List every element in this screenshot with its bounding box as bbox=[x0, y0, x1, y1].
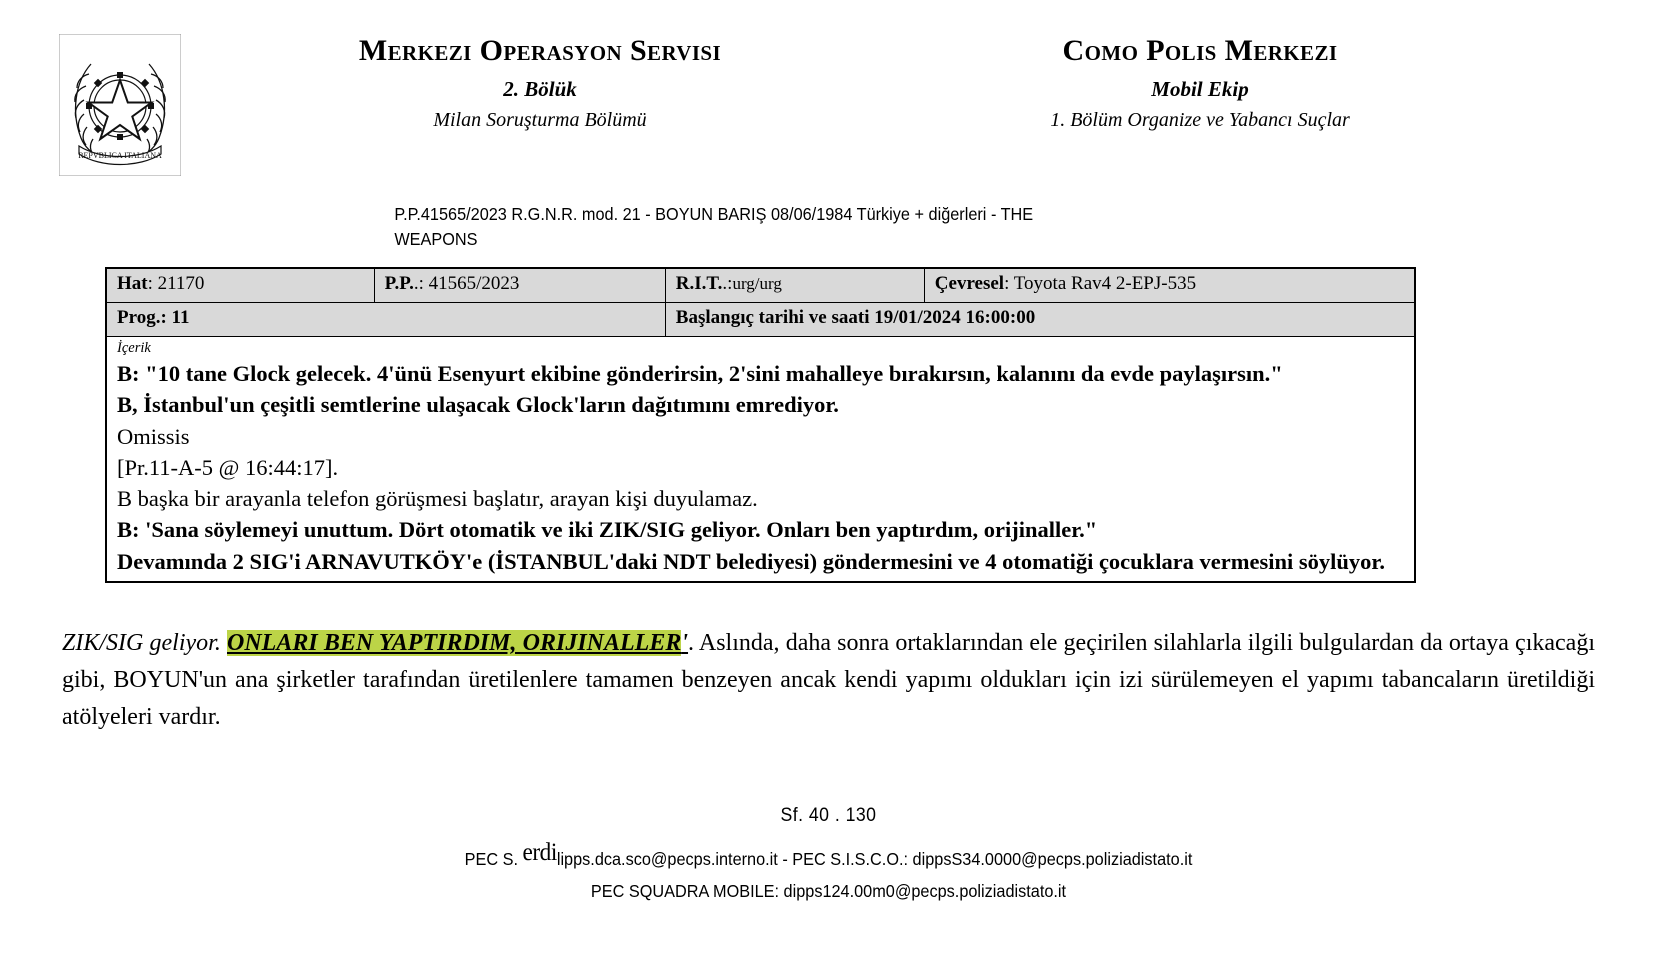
pec-line-1-suffix: lipps.dca.sco@pecps.interno.it - PEC S.I.S.C.O.: dippsS34.0000@pecps.poliziadistato.it bbox=[556, 849, 1193, 870]
narrative-lead: ZIK/SIG geliyor. bbox=[62, 630, 227, 656]
table-row-content bbox=[106, 336, 1415, 582]
cell-start-datetime-label: Başlangıç tarihi ve saati bbox=[675, 306, 870, 328]
transcript-line: B başka bir arayanla telefon görüşmesi başlatır, arayan kişi duyulamaz. bbox=[117, 486, 758, 512]
header-right-subtitle-1: Mobil Ekip bbox=[1151, 76, 1249, 101]
cell-pp-value: 41565/2023 bbox=[428, 272, 520, 294]
transcript-line: B, İstanbul'un çeşitli semtlerine ulaşacak Glock'ların dağıtımını emrediyor. bbox=[117, 392, 839, 418]
transcript-line: B: 'Sana söylemeyi unuttum. Dört otomatik ve iki ZIK/SIG geliyor. Onları ben yaptırdım, orijinaller." bbox=[117, 517, 1098, 543]
svg-text:REPVBLICA ITALIANA: REPVBLICA ITALIANA bbox=[78, 151, 162, 160]
cell-pp bbox=[374, 268, 665, 303]
cell-hat-label: Hat bbox=[117, 272, 148, 294]
italian-republic-emblem-icon bbox=[59, 34, 181, 176]
header-right-subtitle-2: 1. Bölüm Organize ve Yabancı Suçlar bbox=[1050, 108, 1350, 131]
transcript-line: Devamında 2 SIG'i ARNAVUTKÖY'e (İSTANBUL'daki NDT belediyesi) göndermesini ve 4 otomatiği çocuklara vermesini söylüyor. bbox=[117, 548, 1385, 574]
transcript-line: B: "10 tane Glock gelecek. 4'ünü Esenyurt ekibine gönderirsin, 2'sini mahalleye bırakırsın, kalanını da evde paylaşırsın." bbox=[117, 361, 1283, 387]
pec-stamp-overlay: erdi bbox=[522, 839, 557, 867]
cell-hat-separator: : bbox=[147, 272, 158, 294]
cell-prog-label: Prog. bbox=[117, 306, 161, 328]
transcript-line: [Pr.11-A-5 @ 16:44:17]. bbox=[117, 454, 339, 480]
document-footer bbox=[0, 805, 1657, 905]
record-table bbox=[105, 267, 1416, 583]
header-left-subtitle-2: Milan Soruşturma Bölümü bbox=[433, 108, 647, 131]
narrative-paragraph bbox=[62, 625, 1595, 737]
case-reference-line: P.P.41565/2023 R.G.N.R. mod. 21 - BOYUN BARIŞ 08/06/1984 Türkiye + diğerleri - THE WEAPONS bbox=[394, 204, 1034, 250]
narrative-highlight: ONLARI BEN YAPTIRDIM, ORIJINALLER bbox=[227, 630, 682, 656]
header-left-title: Merkezi Operasyon Servisi bbox=[358, 34, 722, 67]
cell-hat bbox=[106, 268, 374, 303]
header-right-title: Como Polis Merkezi bbox=[1062, 34, 1338, 67]
cell-rit-separator: .: bbox=[722, 272, 733, 294]
pec-line-1-prefix: PEC S. bbox=[464, 849, 523, 870]
page-number: Sf. 40 . 130 bbox=[780, 805, 877, 827]
header-left-subtitle-1: 2. Bölük bbox=[503, 76, 577, 101]
table-row-meta-2 bbox=[106, 302, 1415, 336]
cell-cevresel-label: Çevresel bbox=[934, 272, 1005, 294]
pec-line-1 bbox=[58, 839, 1599, 878]
cell-prog-separator: : bbox=[160, 306, 172, 328]
cell-hat-value: 21170 bbox=[157, 272, 205, 294]
cell-prog bbox=[106, 302, 665, 336]
cell-cevresel-separator: : bbox=[1004, 272, 1014, 294]
pec-line-2: PEC SQUADRA MOBILE: dipps124.00m0@pecps.poliziadistato.it bbox=[590, 880, 1067, 901]
record-table-container bbox=[105, 267, 1416, 583]
cell-rit bbox=[665, 268, 924, 303]
transcript-line: Omissis bbox=[117, 423, 190, 449]
cell-start-datetime-value: 19/01/2024 16:00:00 bbox=[874, 306, 1036, 328]
cell-transcript-content bbox=[106, 336, 1415, 582]
header-left-organization bbox=[230, 34, 850, 132]
content-label: İçerik bbox=[117, 339, 151, 356]
document-header bbox=[0, 0, 1657, 184]
cell-rit-value: urg/urg bbox=[732, 273, 782, 293]
header-right-organization bbox=[850, 34, 1550, 132]
cell-pp-separator: .: bbox=[413, 272, 429, 294]
cell-prog-value: 11 bbox=[171, 306, 190, 328]
narrative-highlight-tail: ' bbox=[681, 630, 689, 656]
cell-pp-label: P.P. bbox=[384, 272, 414, 294]
cell-start-datetime bbox=[665, 302, 1415, 336]
narrative-rest: . Aslında, daha sonra ortaklarından ele geçirilen silahlarla ilgili bulgulardan da ortaya çıkacağı gibi, BOYUN'un ana şirketler tarafından üretilenlere tamamen benzeyen ancak kendi yapımı oldukları için izi sürülemeyen el yapımı tabancaların üretildiği atölyeleri vardır. bbox=[62, 630, 1595, 731]
cell-cevresel-value: Toyota Rav4 2-EPJ-535 bbox=[1013, 272, 1197, 294]
emblem-container bbox=[0, 34, 230, 176]
cell-rit-label: R.I.T. bbox=[675, 272, 723, 294]
cell-cevresel bbox=[924, 268, 1415, 303]
table-row-meta-1 bbox=[106, 268, 1415, 303]
